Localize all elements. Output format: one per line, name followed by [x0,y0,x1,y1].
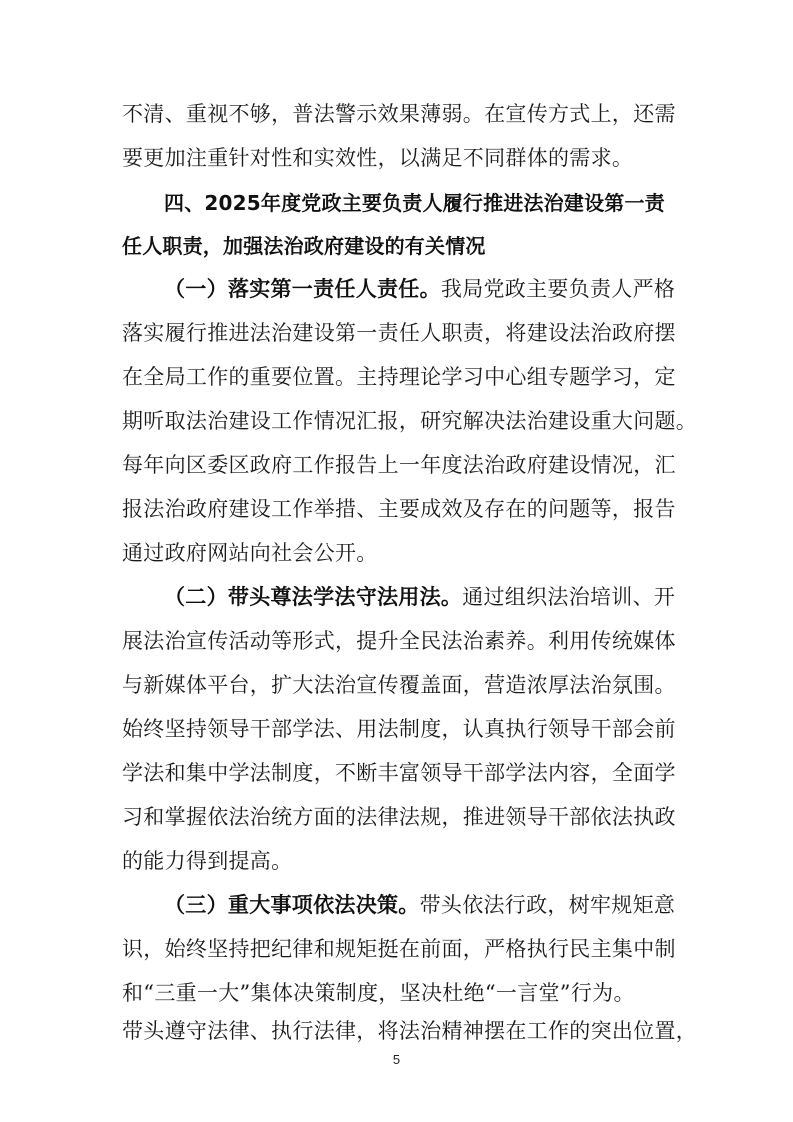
body-line: 学法和集中学法制度，不断丰富领导干部学法内容，全面学 [122,761,676,785]
subsection-2-first-line [164,578,682,616]
subsection-1-title: （一）落实第一责任人责任。 [164,276,441,301]
page-number: 5 [392,1052,401,1067]
subsection-2-title: （二）带头尊法学法守法用法。 [164,584,463,609]
body-line: 与新媒体平台，扩大法治宣传覆盖面，营造浓厚法治氛围。 [122,673,676,697]
subsection-2-text: 通过组织法治培训、开 [462,585,676,609]
body-line: 通过政府网站向社会公开。 [122,541,378,565]
subsection-3-first-line [164,886,682,924]
body-line: 报法治政府建设工作举措、主要成效及存在的问题等，报告 [122,497,676,521]
body-line: 期听取法治建设工作情况汇报，研究解决法治建设重大问题。 [122,409,698,433]
body-line: 每年向区委区政府工作报告上一年度法治政府建设情况，汇 [122,453,676,477]
body-line: 习和掌握依法治统方面的法律法规，推进领导干部依法执政 [122,805,676,829]
body-line: 和“三重一大”集体决策制度，坚决杜绝“一言堂”行为。 [122,981,635,1005]
section-heading-line: 四、2025年度党政主要负责人履行推进法治建设第一责 [164,191,665,215]
subsection-3-text: 带头依法行政，树牢规矩意 [419,893,676,917]
body-line: 要更加注重针对性和实效性，以满足不同群体的需求。 [122,146,634,170]
subsection-3-title: （三）重大事项依法决策。 [164,892,420,917]
section-heading-line: 任人职责，加强法治政府建设的有关情况 [122,234,486,258]
body-line: 在全局工作的重要位置。主持理论学习中心组专题学习，定 [122,365,676,389]
body-line: 识，始终坚持把纪律和规矩挺在前面，严格执行民主集中制 [122,937,676,961]
subsection-1-first-line [164,270,682,308]
body-line: 展法治宣传活动等形式，提升全民法治素养。利用传统媒体 [122,629,676,653]
body-line: 始终坚持领导干部学法、用法制度，认真执行领导干部会前 [122,717,676,741]
body-line: 的能力得到提高。 [122,849,293,873]
body-line: 落实履行推进法治建设第一责任人职责，将建设法治政府摆 [122,321,676,345]
body-line: 不清、重视不够，普法警示效果薄弱。在宣传方式上，还需 [122,102,676,126]
body-line: 带头遵守法律、执行法律，将法治精神摆在工作的突出位置， [122,1019,698,1043]
subsection-1-text: 我局党政主要负责人严格 [440,277,676,301]
